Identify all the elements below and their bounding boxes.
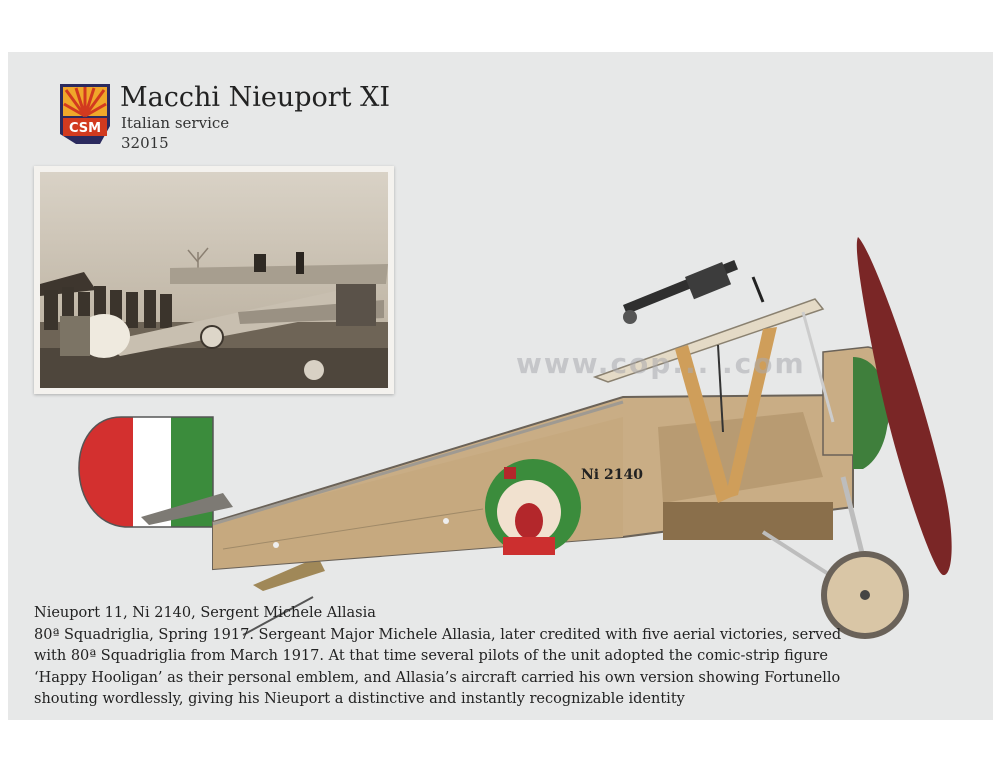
caption-line: ‘Happy Hooligan’ as their personal emblem, and Allasia’s aircraft carried his own version showing Fortunello xyxy=(34,669,841,686)
caption-line: with 80ª Squadriglia from March 1917. At that time several pilots of the unit adopted the comic-strip figure xyxy=(34,648,828,664)
fortunello-roundel xyxy=(485,459,581,555)
aircraft-profile-illustration xyxy=(63,177,973,647)
description-caption xyxy=(34,603,984,711)
caption-line: Nieuport 11, Ni 2140, Sergent Michele Allasia xyxy=(34,605,376,621)
machine-gun xyxy=(623,260,763,324)
csm-logo-icon xyxy=(54,82,116,152)
profile-card xyxy=(8,52,993,720)
caption-line: 80ª Squadriglia, Spring 1917. Sergeant Major Michele Allasia, later credited with five aerial victories, served xyxy=(34,626,842,643)
page-subtitle: Italian service xyxy=(121,114,230,132)
watermark: www.cop... .com xyxy=(516,347,806,380)
page-title: Macchi Nieuport XI xyxy=(120,82,390,113)
aircraft-serial: Ni 2140 xyxy=(581,467,643,483)
logo-text: CSM xyxy=(68,121,102,136)
kit-code: 32015 xyxy=(121,134,169,152)
caption-line: shouting wordlessly, giving his Nieuport a distinctive and instantly recognizable identity xyxy=(34,691,685,707)
